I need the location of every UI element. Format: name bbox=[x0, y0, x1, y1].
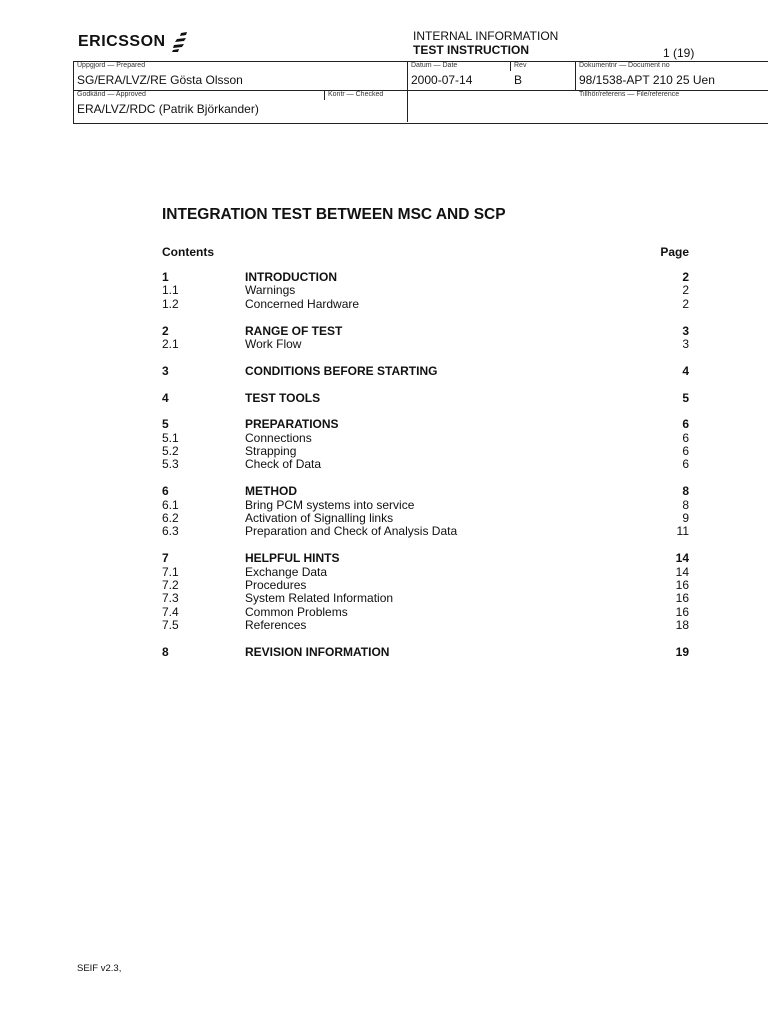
toc-entry-page: 6 bbox=[682, 417, 689, 432]
toc-entry-page: 14 bbox=[675, 551, 689, 566]
contents-heading-row bbox=[162, 245, 689, 259]
toc-entry-number: 5.2 bbox=[162, 444, 179, 459]
table-of-contents bbox=[162, 271, 689, 659]
toc-entry-page: 6 bbox=[682, 430, 689, 445]
header-tick bbox=[510, 62, 511, 71]
page-column-heading: Page bbox=[660, 245, 689, 259]
toc-entry-title: METHOD bbox=[245, 484, 297, 499]
toc-entry-title: TEST TOOLS bbox=[245, 390, 321, 405]
toc-entry-page: 3 bbox=[682, 336, 689, 351]
toc-entry-page: 6 bbox=[682, 444, 689, 459]
toc-entry-number: 5.1 bbox=[162, 430, 179, 445]
toc-entry-title: HELPFUL HINTS bbox=[245, 551, 340, 566]
toc-entry-title: System Related Information bbox=[245, 591, 394, 606]
header-column-divider bbox=[575, 61, 576, 90]
toc-entry bbox=[162, 392, 689, 405]
reference-caption: Tillhör/referens — File/reference bbox=[579, 91, 680, 98]
toc-entry-title: Connections bbox=[245, 430, 312, 445]
template-version: SEIF v2.3, bbox=[77, 963, 122, 974]
toc-entry-title: CONDITIONS BEFORE STARTING bbox=[245, 363, 438, 378]
toc-entry bbox=[162, 445, 689, 458]
toc-entry-title: Procedures bbox=[245, 577, 307, 592]
toc-entry bbox=[162, 432, 689, 445]
toc-entry bbox=[162, 418, 689, 431]
header-tick bbox=[324, 91, 325, 100]
date-caption: Datum — Date bbox=[411, 62, 458, 69]
toc-entry bbox=[162, 592, 689, 605]
toc-entry-title: INTRODUCTION bbox=[245, 270, 337, 284]
toc-entry bbox=[162, 485, 689, 498]
ericsson-logo-icon bbox=[172, 32, 188, 52]
toc-entry-page: 9 bbox=[682, 511, 689, 526]
toc-entry-page: 8 bbox=[682, 484, 689, 499]
toc-entry bbox=[162, 606, 689, 619]
toc-entry-number: 1.1 bbox=[162, 283, 179, 298]
toc-entry-number: 2.1 bbox=[162, 336, 179, 351]
toc-entry-number: 4 bbox=[162, 390, 169, 405]
toc-entry-title: References bbox=[245, 618, 307, 633]
toc-entry-page: 6 bbox=[682, 457, 689, 472]
toc-entry-page: 19 bbox=[675, 644, 689, 659]
header-column-divider bbox=[407, 61, 408, 122]
checked-caption: Kontr — Checked bbox=[328, 91, 384, 98]
toc-entry bbox=[162, 325, 689, 338]
toc-entry bbox=[162, 566, 689, 579]
toc-entry-title: Preparation and Check of Analysis Data bbox=[245, 524, 458, 539]
toc-entry bbox=[162, 271, 689, 284]
toc-entry-title: Activation of Signalling links bbox=[245, 511, 394, 526]
toc-entry-page: 8 bbox=[682, 497, 689, 512]
toc-entry bbox=[162, 284, 689, 297]
toc-entry-number: 8 bbox=[162, 644, 169, 659]
toc-entry bbox=[162, 579, 689, 592]
classification-label: INTERNAL INFORMATION bbox=[413, 29, 559, 43]
toc-entry-page: 2 bbox=[682, 270, 689, 284]
toc-entry-title: Warnings bbox=[245, 283, 296, 298]
toc-entry-page: 11 bbox=[676, 524, 689, 539]
toc-entry-number: 6.3 bbox=[162, 524, 179, 539]
toc-entry bbox=[162, 298, 689, 311]
toc-entry-page: 4 bbox=[682, 363, 689, 378]
toc-entry-page: 3 bbox=[682, 323, 689, 338]
toc-entry-title: PREPARATIONS bbox=[245, 417, 339, 432]
toc-entry-number: 3 bbox=[162, 363, 169, 378]
toc-entry-title: REVISION INFORMATION bbox=[245, 644, 390, 659]
document-type: TEST INSTRUCTION bbox=[413, 43, 529, 57]
toc-entry-page: 16 bbox=[675, 577, 689, 592]
toc-entry-number: 2 bbox=[162, 323, 169, 338]
toc-entry-number: 1.2 bbox=[162, 296, 179, 311]
toc-entry-page: 16 bbox=[675, 591, 689, 606]
company-logo bbox=[78, 32, 188, 52]
toc-entry bbox=[162, 458, 689, 471]
toc-entry-title: Strapping bbox=[245, 444, 297, 459]
toc-entry-page: 5 bbox=[682, 390, 689, 405]
approved-value: ERA/LVZ/RDC (Patrik Björkander) bbox=[77, 102, 259, 116]
toc-entry-number: 7.4 bbox=[162, 604, 179, 619]
document-number-value: 98/1538-APT 210 25 Uen bbox=[579, 73, 715, 87]
toc-entry-number: 6.1 bbox=[162, 497, 179, 512]
page-number: 1 (19) bbox=[663, 46, 695, 60]
rev-caption: Rev bbox=[514, 62, 527, 69]
approved-caption: Godkänd — Approved bbox=[77, 91, 146, 98]
date-value: 2000-07-14 bbox=[411, 73, 473, 87]
rev-value: B bbox=[514, 73, 523, 87]
toc-entry-number: 7.5 bbox=[162, 618, 179, 633]
toc-entry-title: Check of Data bbox=[245, 457, 322, 472]
toc-entry bbox=[162, 499, 689, 512]
toc-entry-page: 14 bbox=[675, 564, 689, 579]
toc-entry-title: Common Problems bbox=[245, 604, 348, 619]
toc-entry-title: Bring PCM systems into service bbox=[245, 497, 415, 512]
toc-entry-number: 1 bbox=[162, 270, 169, 284]
document-title: INTEGRATION TEST BETWEEN MSC AND SCP bbox=[162, 206, 506, 223]
toc-entry-title: Work Flow bbox=[245, 336, 302, 351]
prepared-value: SG/ERA/LVZ/RE Gösta Olsson bbox=[77, 73, 243, 87]
toc-entry bbox=[162, 619, 689, 632]
toc-entry bbox=[162, 646, 689, 659]
toc-entry-number: 6.2 bbox=[162, 511, 179, 526]
document-classification bbox=[413, 29, 558, 57]
toc-entry bbox=[162, 552, 689, 565]
contents-heading: Contents bbox=[162, 245, 214, 259]
toc-entry-number: 6 bbox=[162, 484, 169, 499]
toc-entry-number: 7.1 bbox=[162, 564, 179, 579]
toc-entry-title: RANGE OF TEST bbox=[245, 323, 343, 338]
toc-entry bbox=[162, 525, 689, 538]
toc-entry-page: 18 bbox=[675, 618, 689, 633]
toc-entry-title: Exchange Data bbox=[245, 564, 328, 579]
toc-entry-number: 5 bbox=[162, 417, 169, 432]
toc-entry-number: 7 bbox=[162, 551, 169, 566]
toc-entry bbox=[162, 365, 689, 378]
toc-entry bbox=[162, 512, 689, 525]
prepared-caption: Uppgjord — Prepared bbox=[77, 62, 146, 69]
toc-entry-number: 5.3 bbox=[162, 457, 179, 472]
toc-entry-number: 7.2 bbox=[162, 577, 179, 592]
toc-entry-page: 2 bbox=[682, 296, 689, 311]
toc-entry bbox=[162, 338, 689, 351]
company-name: ERICSSON bbox=[78, 33, 166, 50]
toc-entry-number: 7.3 bbox=[162, 591, 179, 606]
document-number-caption: Dokumentnr — Document no bbox=[579, 62, 670, 69]
toc-entry-page: 2 bbox=[682, 283, 689, 298]
toc-entry-title: Concerned Hardware bbox=[245, 296, 360, 311]
toc-entry-page: 16 bbox=[675, 604, 689, 619]
